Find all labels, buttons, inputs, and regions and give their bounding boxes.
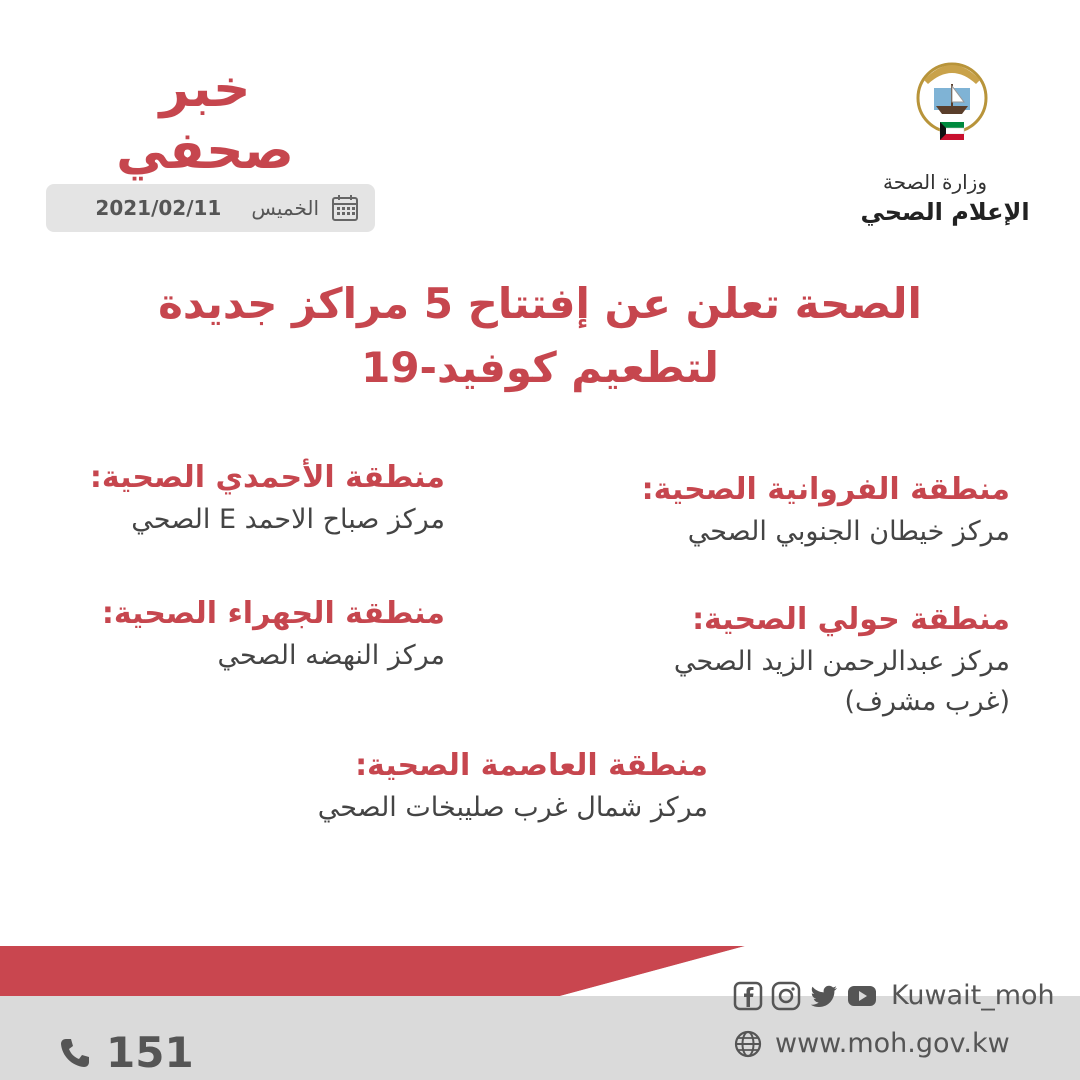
globe-icon bbox=[733, 1029, 763, 1059]
date-day: الخميس bbox=[251, 196, 319, 220]
phone-icon bbox=[58, 1036, 92, 1070]
headline bbox=[60, 272, 1020, 400]
region-center: مركز شمال غرب صليبخات الصحي bbox=[317, 792, 708, 823]
social-handle[interactable]: Kuwait_moh bbox=[891, 980, 1055, 1011]
region-center: مركز صباح الاحمد E الصحي bbox=[131, 504, 445, 535]
press-title-line1: خبر bbox=[159, 59, 251, 119]
region-title: منطقة الأحمدي الصحية: bbox=[89, 460, 445, 495]
region-center: مركز عبدالرحمن الزيد الصحي bbox=[673, 646, 1010, 677]
date-badge bbox=[46, 184, 375, 232]
social-links bbox=[733, 980, 1055, 1011]
region-title: منطقة حولي الصحية: bbox=[692, 602, 1010, 637]
press-news-title bbox=[100, 58, 310, 182]
region-center: مركز النهضه الصحي bbox=[217, 640, 445, 671]
ministry-logo bbox=[892, 40, 1012, 160]
headline-line2: لتطعيم كوفيد-19 bbox=[361, 343, 719, 392]
website-url[interactable]: www.moh.gov.kw bbox=[775, 1028, 1010, 1059]
calendar-icon bbox=[331, 194, 359, 222]
region-capital bbox=[240, 744, 708, 828]
youtube-icon[interactable] bbox=[847, 981, 877, 1011]
twitter-icon[interactable] bbox=[809, 981, 839, 1011]
hotline-number[interactable]: 151 bbox=[106, 1028, 194, 1077]
region-farwaniya bbox=[560, 468, 1010, 552]
region-center: مركز خيطان الجنوبي الصحي bbox=[687, 516, 1010, 547]
region-hawalli bbox=[520, 598, 1010, 722]
hotline[interactable] bbox=[58, 1028, 194, 1077]
region-center-note: (غرب مشرف) bbox=[844, 686, 1010, 717]
region-title: منطقة الفروانية الصحية: bbox=[641, 472, 1010, 507]
instagram-icon[interactable] bbox=[771, 981, 801, 1011]
website-link[interactable] bbox=[733, 1028, 1010, 1059]
facebook-icon[interactable] bbox=[733, 981, 763, 1011]
region-jahra bbox=[40, 592, 445, 676]
region-title: منطقة الجهراء الصحية: bbox=[101, 596, 445, 631]
date-value: 2021/02/11 bbox=[95, 196, 222, 220]
ministry-name: وزارة الصحة bbox=[883, 170, 987, 194]
region-ahmadi bbox=[40, 456, 445, 540]
region-title: منطقة العاصمة الصحية: bbox=[355, 748, 708, 783]
health-media-name: الإعلام الصحي bbox=[860, 198, 1030, 226]
press-title-line2: صحفي bbox=[116, 121, 294, 181]
headline-line1: الصحة تعلن عن إفتتاح 5 مراكز جديدة bbox=[158, 279, 922, 328]
